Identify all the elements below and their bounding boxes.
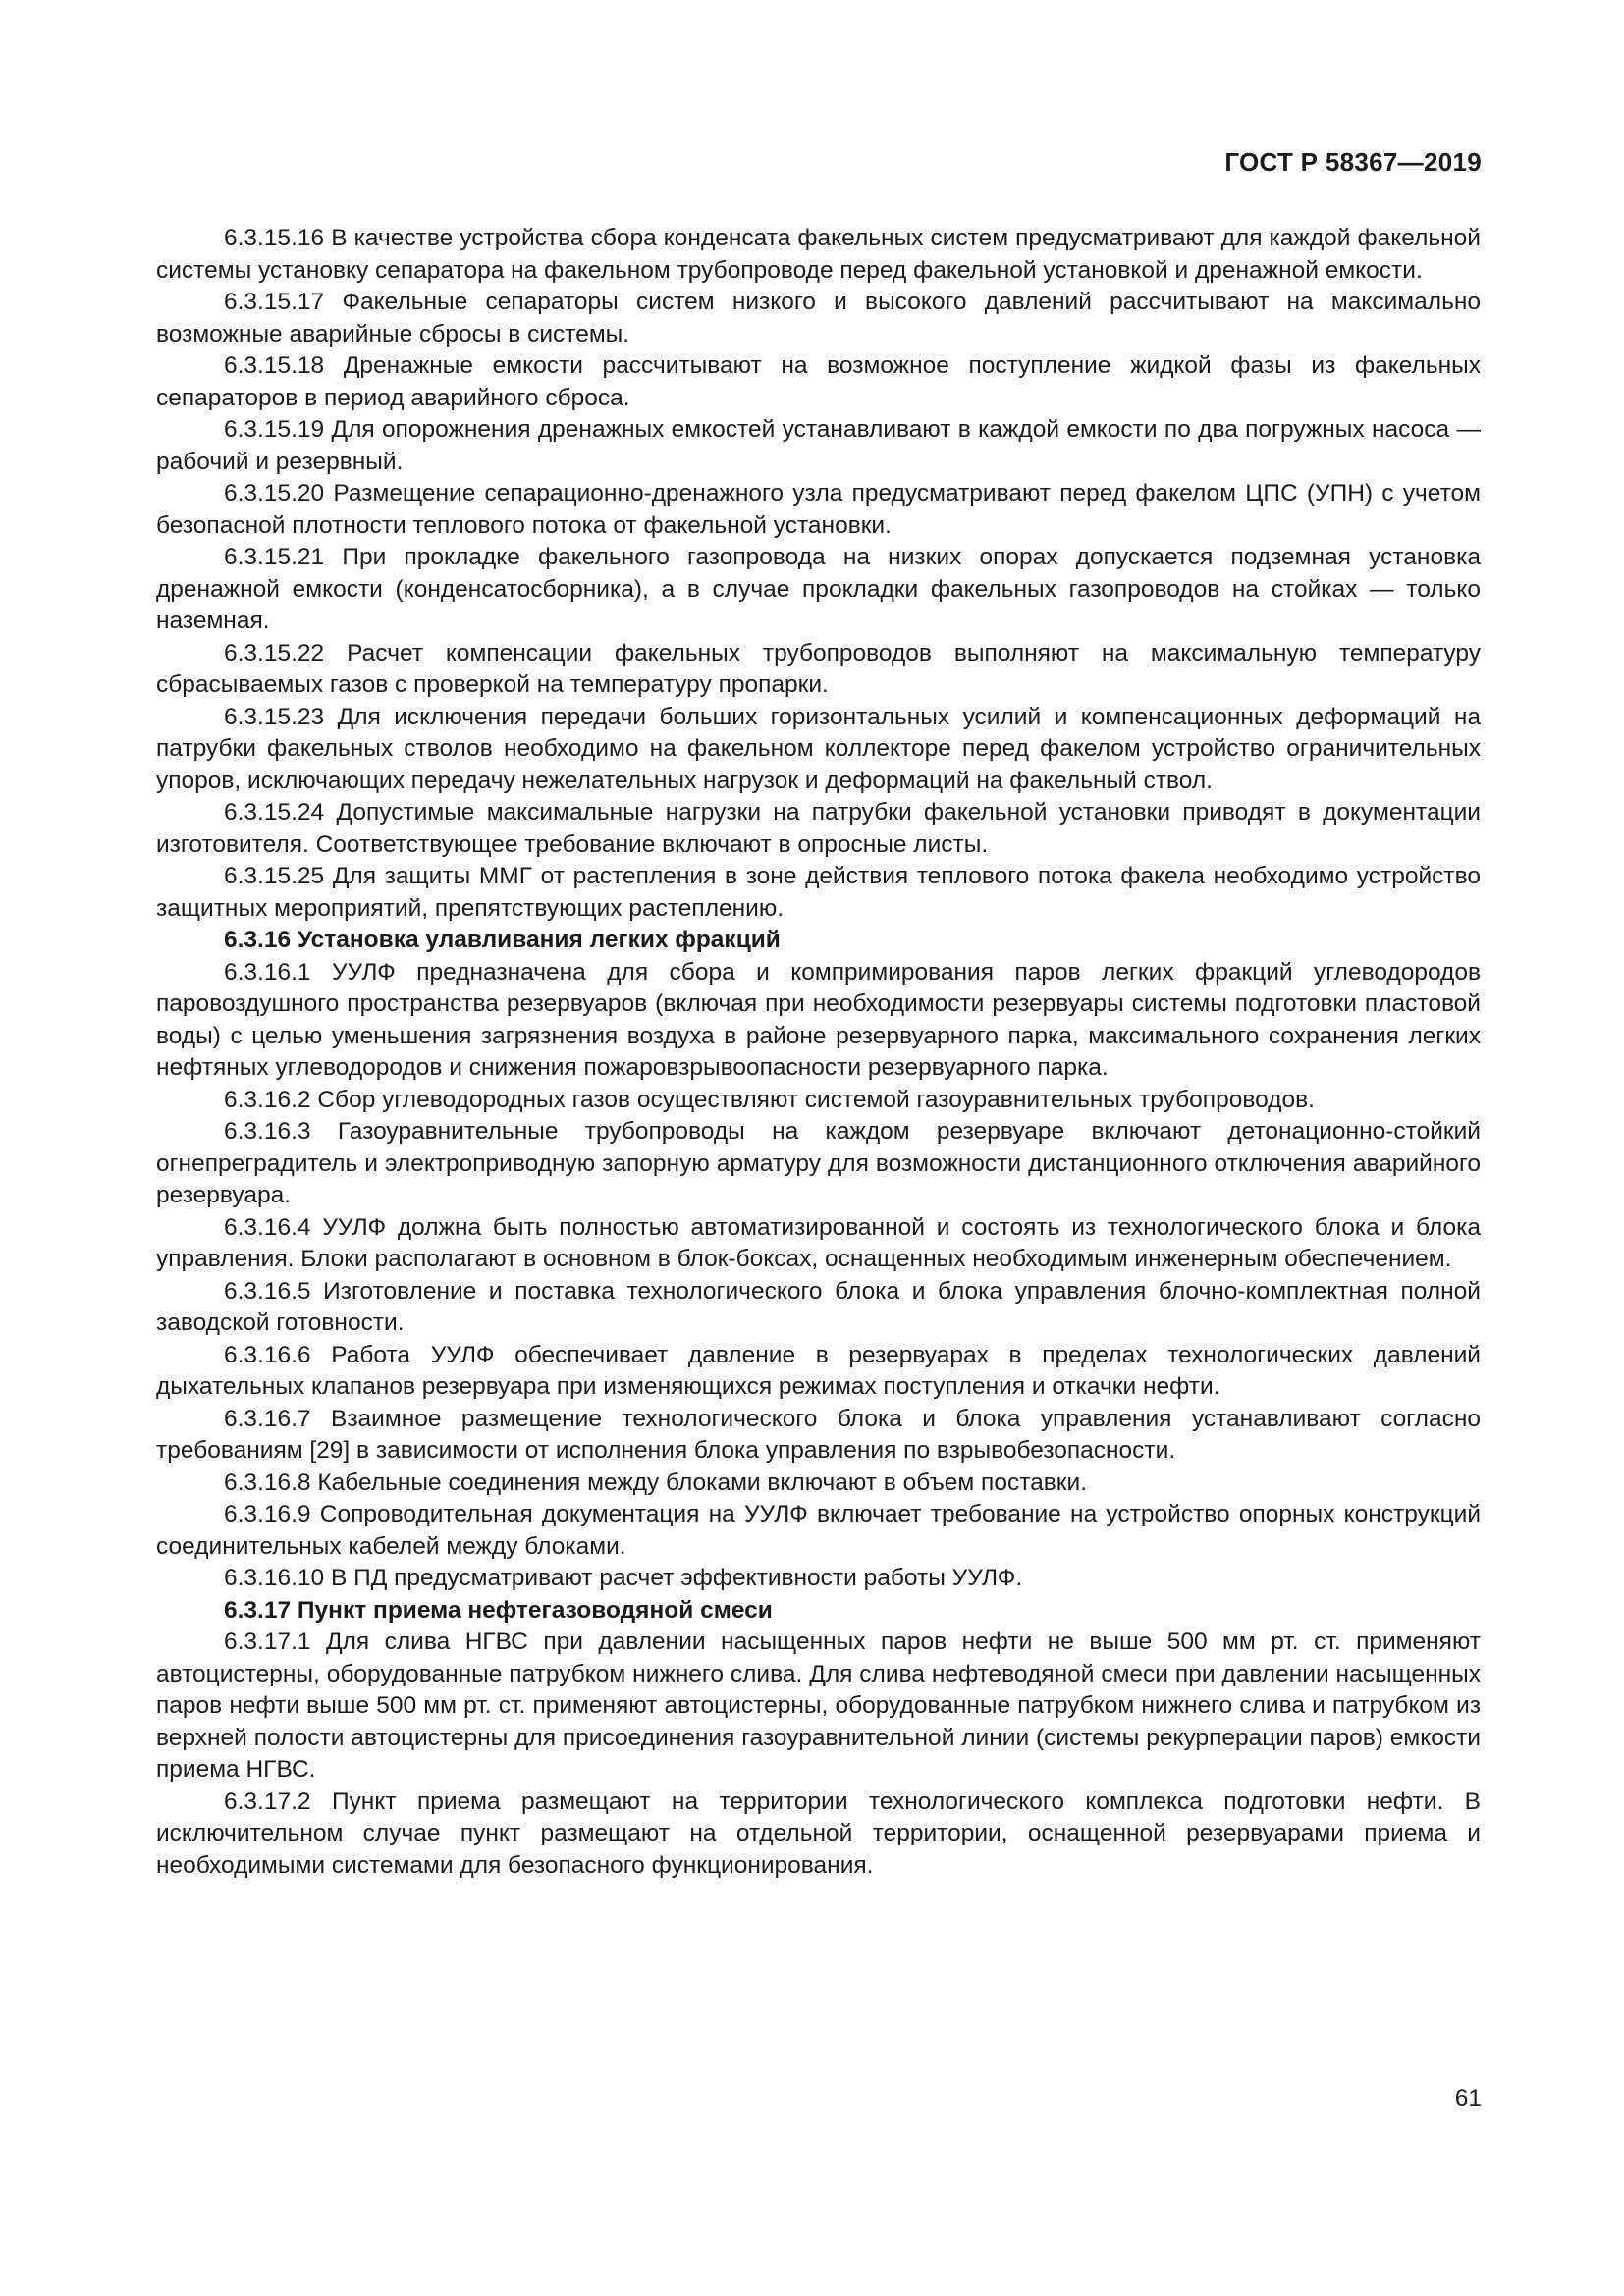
paragraph: 6.3.16.10 В ПД предусматривают расчет эффективности работы УУЛФ. <box>224 1565 1023 1591</box>
page-number: 61 <box>1454 2085 1482 2111</box>
paragraph: 6.3.17.2 Пункт приема размещают на территории технологического комплекса подготовки нефти. В исключительном случае пункт размещают на отдельной территории, оснащенной резервуарами приема и необходимыми системами для безопасного функционирования. <box>156 1788 1481 1879</box>
paragraph: 6.3.15.20 Размещение сепарационно-дренажного узла предусматривают перед факелом ЦПС (УПН) с учетом безопасной плотности теплового потока от факельной установки. <box>156 480 1481 539</box>
paragraph: 6.3.15.17 Факельные сепараторы систем низкого и высокого давлений рассчитывают на максимально возможные аварийные сбросы в системы. <box>156 289 1481 347</box>
paragraph: 6.3.16.7 Взаимное размещение технологического блока и блока управления устанавливают согласно требованиям [29] в зависимости от исполнения блока управления по взрывобезопасности. <box>156 1405 1481 1464</box>
paragraph: 6.3.15.25 Для защиты ММГ от растепления в зоне действия теплового потока факела необходимо устройство защитных мероприятий, препятствующих растеплению. <box>156 863 1481 922</box>
section-heading: 6.3.17 Пункт приема нефтегазоводяной смеси <box>224 1596 773 1624</box>
paragraph: 6.3.16.8 Кабельные соединения между блоками включают в объем поставки. <box>224 1468 1087 1496</box>
paragraph: 6.3.15.23 Для исключения передачи больших горизонтальных усилий и компенсационных деформаций на патрубки факельных стволов необходимо на факельном коллекторе перед факелом устройство ограничительных упоров, исключающих передачу нежелательных нагрузок и деформаций на факельный ствол. <box>156 703 1481 794</box>
paragraph: 6.3.15.21 При прокладке факельного газопровода на низких опорах допускается подземная установка дренажной емкости (конденсатосборника), а в случае прокладки факельных газопроводов на стойках — только наземная. <box>156 544 1481 634</box>
paragraph: 6.3.15.24 Допустимые максимальные нагрузки на патрубки факельной установки приводят в документации изготовителя. Соответствующее требование включают в опросные листы. <box>156 799 1481 858</box>
paragraph: 6.3.17.1 Для слива НГВС при давлении насыщенных паров нефти не выше 500 мм рт. ст. применяют автоцистерны, оборудованные патрубком нижнего слива. Для слива нефтеводяной смеси при давлении насыщенных паров нефти выше 500 мм рт. ст. применяют автоцистерны, оборудованные патрубком нижнего слива и патрубком из верхней полости автоцистерны для присоединения газоуравнительной линии (системы рекурперации паров) емкости приема НГВС. <box>156 1629 1481 1783</box>
paragraph: 6.3.16.9 Сопроводительная документация на УУЛФ включает требование на устройство опорных конструкций соединительных кабелей между блоками. <box>156 1501 1481 1560</box>
section-heading: 6.3.16 Установка улавливания легких фракций <box>224 927 781 953</box>
document-header: ГОСТ Р 58367—2019 <box>1224 147 1482 177</box>
paragraph: 6.3.16.3 Газоуравнительные трубопроводы на каждом резервуаре включают детонационно-стойкий огнепреградитель и электроприводную запорную арматуру для возможности дистанционного отключения аварийного резервуара. <box>156 1118 1481 1208</box>
paragraph: 6.3.16.5 Изготовление и поставка технологического блока и блока управления блочно-комплектная полной заводской готовности. <box>156 1277 1481 1336</box>
paragraph: 6.3.15.16 В качестве устройства сбора конденсата факельных систем предусматривают для каждой факельной системы установку сепаратора на факельном трубопроводе перед факельной установкой и дренажной емкости. <box>156 225 1481 284</box>
paragraph: 6.3.16.6 Работа УУЛФ обеспечивает давление в резервуарах в пределах технологических давлений дыхательных клапанов резервуара при изменяющихся режимах поступления и откачки нефти. <box>156 1341 1481 1400</box>
paragraph: 6.3.15.18 Дренажные емкости рассчитывают на возможное поступление жидкой фазы из факельных сепараторов в период аварийного сброса. <box>156 352 1481 411</box>
paragraph: 6.3.15.22 Расчет компенсации факельных трубопроводов выполняют на максимальную температуру сбрасываемых газов с проверкой на температуру пропарки. <box>156 639 1481 698</box>
paragraph: 6.3.15.19 Для опорожнения дренажных емкостей устанавливают в каждой емкости по два погружных насоса — рабочий и резервный. <box>156 416 1481 475</box>
paragraph: 6.3.16.4 УУЛФ должна быть полностью автоматизированной и состоять из технологического блока и блока управления. Блоки располагают в основном в блок-боксах, оснащенных необходимым инженерным обеспечением. <box>156 1213 1481 1272</box>
paragraph: 6.3.16.1 УУЛФ предназначена для сбора и компримирования паров легких фракций углеводородов паровоздушного пространства резервуаров (включая при необходимости резервуары системы подготовки пластовой воды) с целью уменьшения загрязнения воздуха в районе резервуарного парка, максимального сохранения легких нефтяных углеводородов и снижения пожаровзрывоопасности резервуарного парка. <box>156 958 1481 1081</box>
document-body <box>156 223 1481 1882</box>
paragraph: 6.3.16.2 Сбор углеводородных газов осуществляют системой газоуравнительных трубопроводов. <box>224 1086 1315 1113</box>
